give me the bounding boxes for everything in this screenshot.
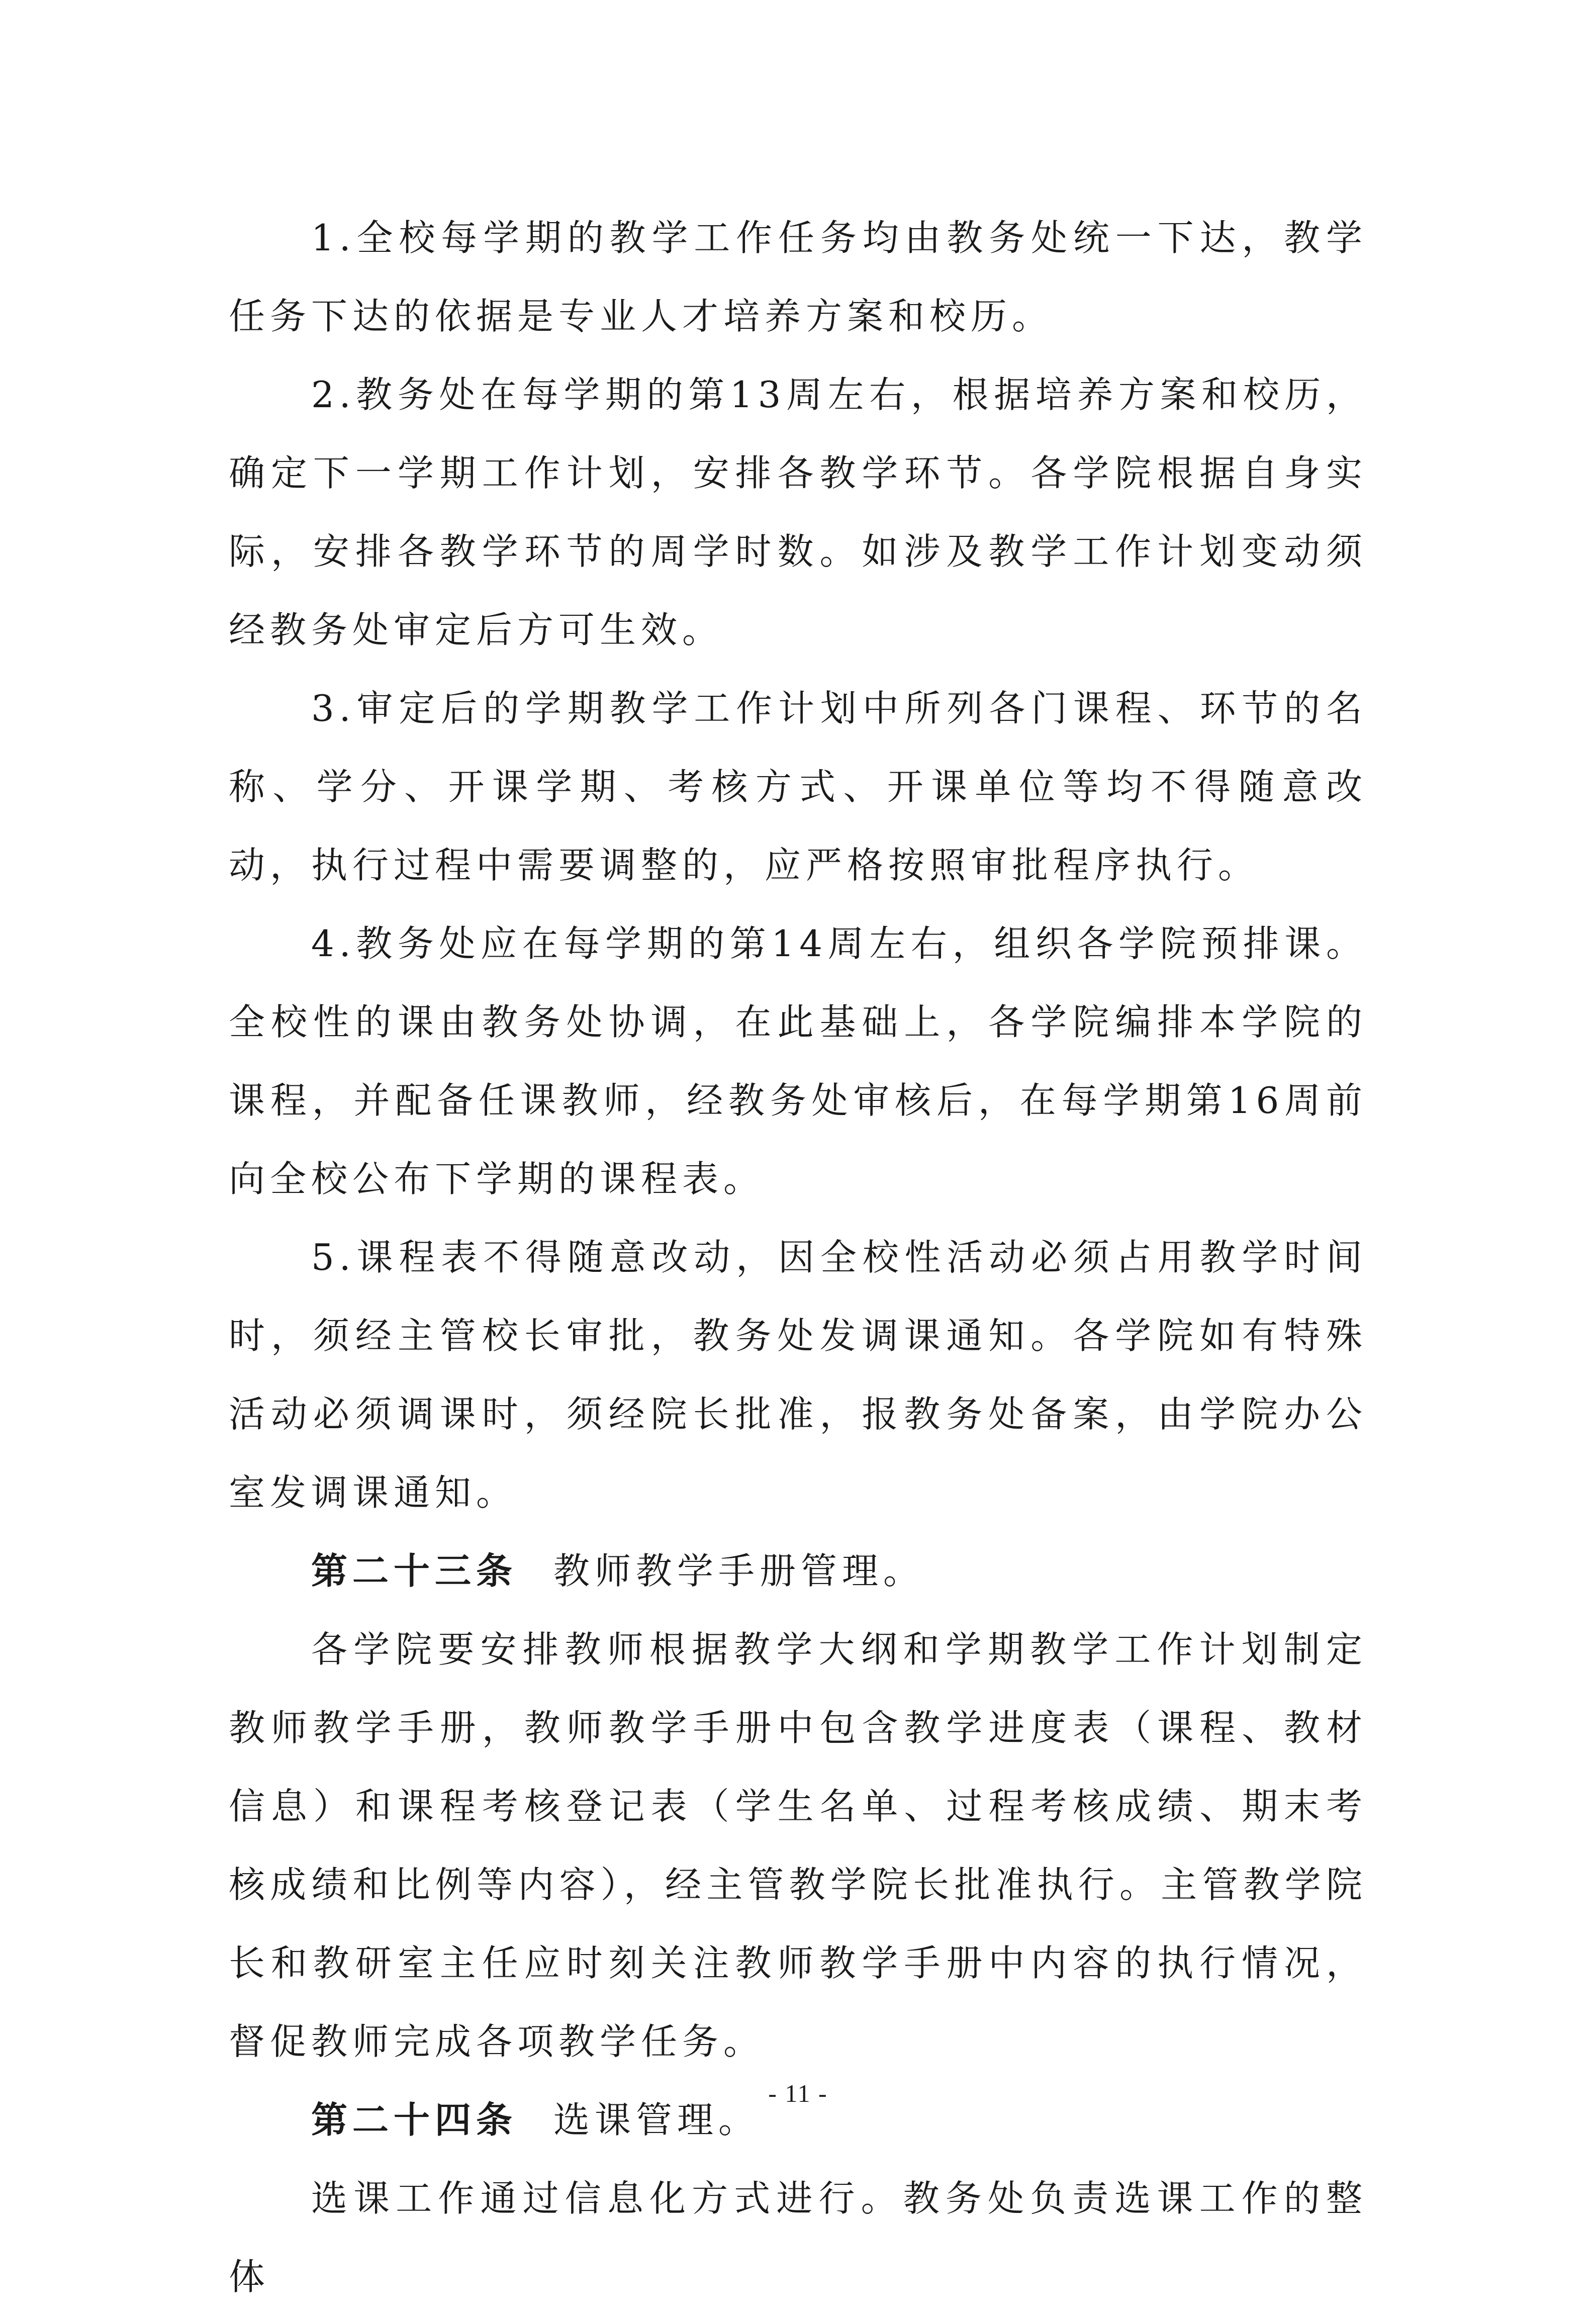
paragraph-item-4: 4.教务处应在每学期的第14周左右，组织各学院预排课。全校性的课由教务处协调，在此基础上，各学院编排本学院的课程，并配备任课教师，经教务处审核后，在每学期第16周前向全校公布下学期的课程表。	[229, 922, 1367, 1200]
article-24-heading: 第二十四条	[311, 2098, 518, 2141]
article-23-body: 各学院要安排教师根据教学大纲和学期教学工作计划制定教师教学手册，教师教学手册中包含教学进度表（课程、教材信息）和课程考核登记表（学生名单、过程考核成绩、期末考核成绩和比例等内容），经主管教学院长批准执行。主管教学院长和教研室主任应时刻关注教师教学手册中内容的执行情况，督促教师完成各项教学任务。	[229, 1628, 1367, 2063]
document-body	[229, 199, 1367, 2316]
article-23-title: 教师教学手册管理。	[553, 1550, 925, 1592]
article-24-title: 选课管理。	[553, 2099, 760, 2141]
paragraph-item-2: 2.教务处在每学期的第13周左右，根据培养方案和校历，确定下一学期工作计划，安排各教学环节。各学院根据自身实际，安排各教学环节的周学时数。如涉及教学工作计划变动须经教务处审定后方可生效。	[229, 374, 1367, 651]
page-number: - 11 -	[768, 2079, 828, 2107]
paragraph-item-1: 1.全校每学期的教学工作任务均由教务处统一下达，教学任务下达的依据是专业人才培养方案和校历。	[229, 217, 1367, 337]
article-23-line	[229, 1532, 1367, 1610]
article-23-heading: 第二十三条	[311, 1549, 518, 1592]
paragraph-item-3: 3.审定后的学期教学工作计划中所列各门课程、环节的名称、学分、开课学期、考核方式、开课单位等均不得随意改动，执行过程中需要调整的，应严格按照审批程序执行。	[229, 687, 1367, 886]
paragraph-item-5: 5.课程表不得随意改动，因全校性活动必须占用教学时间时，须经主管校长审批，教务处发调课通知。各学院如有特殊活动必须调课时，须经院长批准，报教务处备案，由学院办公室发调课通知。	[229, 1236, 1367, 1514]
article-24-body: 选课工作通过信息化方式进行。教务处负责选课工作的整体	[229, 2177, 1367, 2298]
